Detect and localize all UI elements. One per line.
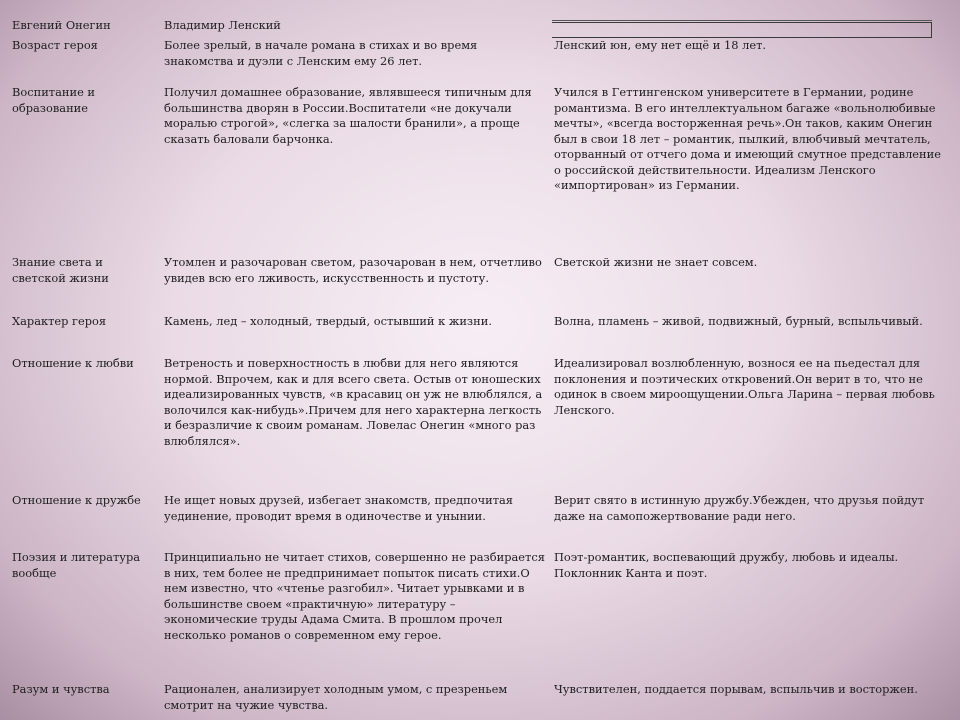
row-label: Поэзия и литература вообще [12, 550, 141, 580]
lensky-cell: Учился в Геттингенском университете в Германии, родине романтизма. В его интеллектуальном багаже «вольнолюбивые мечты», «всегда восторженная речь».Он таков, каким Онегин был в свои 18 лет – романтик, пылкий, влюбчивый мечтатель, оторванный от отчего дома и имеющий смутное представление о российской действительности. Идеализм Ленского «импортирован» из Германии. [554, 85, 941, 192]
row-label: Отношение к любви [12, 356, 134, 370]
row-label: Разум и чувства [12, 682, 110, 696]
table-row [8, 36, 948, 83]
comparison-table [8, 14, 948, 718]
row-label: Воспитание и образование [12, 85, 96, 115]
onegin-cell: Ветреность и поверхностность в любви для него являются нормой. Впрочем, как и для всего света. Остыв от юношеских идеализированных чувств, «в красавиц он уж не влюблялся, а волочился как-нибудь».Причем для него характерна легкость и безразличие к своим романам. Ловелас Онегин «много раз влюблялся». [164, 356, 543, 448]
lensky-cell: Ленский юн, ему нет ещё и 18 лет. [554, 38, 766, 52]
table-row [8, 491, 948, 548]
lensky-cell: Светской жизни не знает совсем. [554, 255, 758, 269]
row-label: Отношение к дружбе [12, 493, 141, 507]
table-row [8, 253, 948, 312]
table-row [8, 354, 948, 491]
table-row [8, 680, 948, 718]
row-label: Возраст героя [12, 38, 98, 52]
table-row [8, 83, 948, 253]
row-label: Характер героя [12, 314, 107, 328]
table-row [8, 548, 948, 680]
onegin-cell: Утомлен и разочарован светом, разочарован в нем, отчетливо увидев всю его лживость, искусственность и пустоту. [164, 255, 542, 285]
onegin-cell: Рационален, анализирует холодным умом, с презреньем смотрит на чужие чувства. [164, 682, 508, 712]
onegin-cell: Более зрелый, в начале романа в стихах и во время знакомства и дуэли с Ленским ему 26 лет. [164, 38, 478, 68]
header-lensky: Владимир Ленский [164, 18, 281, 32]
lensky-cell: Идеализировал возлюбленную, вознося ее на пьедестал для поклонения и поэтических откровений.Он верит в то, что не одинок в своем мироощущении.Ольга Ларина – первая любовь Ленского. [554, 356, 935, 417]
header-empty [550, 14, 948, 36]
onegin-cell: Получил домашнее образование, являвшееся типичным для большинства дворян в России.Воспитатели «не докучали моралью строгой», «слегка за шалости бранили», а проще сказать баловали барчонка. [164, 85, 532, 146]
header-onegin: Евгений Онегин [12, 18, 111, 32]
lensky-cell: Волна, пламень – живой, подвижный, бурный, вспыльчивый. [554, 314, 923, 328]
onegin-cell: Принципиально не читает стихов, совершенно не разбирается в них, тем более не предпринимает попыток писать стихи.О нем известно, что «чтенье разгобил». Читает урывками и в большинстве своем «практичную» литературу – экономические труды Адама Смита. В прошлом прочел несколько романов о современном ему герое. [164, 550, 545, 642]
lensky-cell: Поэт-романтик, воспевающий дружбу, любовь и идеалы. Поклонник Канта и поэт. [554, 550, 899, 580]
onegin-cell: Не ищет новых друзей, избегает знакомств, предпочитая уединение, проводит время в одиночестве и унынии. [164, 493, 513, 523]
table-row [8, 312, 948, 354]
table-header-row [8, 14, 948, 36]
row-label: Знание света и светской жизни [12, 255, 109, 285]
lensky-cell: Чувствителен, поддается порывам, вспыльчив и восторжен. [554, 682, 918, 696]
onegin-cell: Камень, лед – холодный, твердый, остывший к жизни. [164, 314, 492, 328]
lensky-cell: Верит свято в истинную дружбу.Убежден, что друзья пойдут даже на самопожертвование ради него. [554, 493, 925, 523]
